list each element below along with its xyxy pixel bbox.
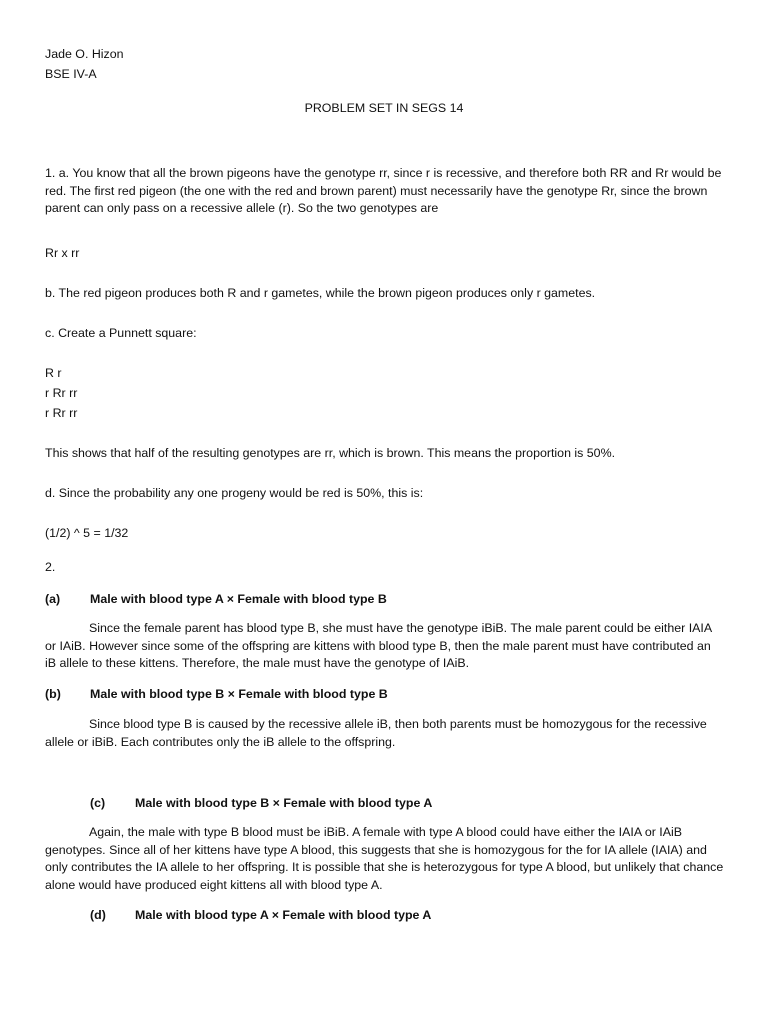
q1-part-c-result: This shows that half of the resulting genotypes are rr, which is brown. This means the proportion is 50%. xyxy=(45,446,616,460)
q2a-label: (a) xyxy=(45,592,61,606)
author-section: BSE IV-A xyxy=(45,67,97,81)
q2c-label: (c) xyxy=(90,796,106,810)
punnett-row: r Rr rr xyxy=(45,406,78,420)
q2b-text: Since blood type B is caused by the recessive allele iB, then both parents must be homozygous for the recessive allele or iBiB. Each contributes only the iB allele to the offspring. xyxy=(45,717,707,749)
q2a-text: Since the female parent has blood type B, she must have the genotype iBiB. The male parent could be either IAIA or IAiB. However since some of the offspring are kittens with blood type B, then the male parent must have contributed an iB allele to these kittens. Therefore, the male must have the genotype of IAiB. xyxy=(45,621,712,670)
q2b-heading: Male with blood type B × Female with blood type B xyxy=(90,687,388,701)
q2c-text: Again, the male with type B blood must be iBiB. A female with type A blood could have either the IAIA or IAiB genotypes. Since all of her kittens have type A blood, this suggests that she is homozygous for the for IA allele (IAIA) and only contributes the IA allele to her offspring. It is possible that she is heterozygous for type A blood, but unlikely that chance alone would have produced eight kittens all with blood type A. xyxy=(45,825,724,892)
punnett-row: R r xyxy=(45,366,62,380)
q1-part-a: 1. a. You know that all the brown pigeons have the genotype rr, since r is recessive, and therefore both RR and Rr would be red. The first red pigeon (the one with the red and brown parent) must necessarily have the genotype Rr, since the brown parent can only pass on a recessive allele (r). So the two genotypes are xyxy=(45,166,722,215)
q1-part-b: b. The red pigeon produces both R and r gametes, while the brown pigeon produces only r gametes. xyxy=(45,286,596,300)
q1-part-d-calc: (1/2) ^ 5 = 1/32 xyxy=(45,526,129,540)
q2d-label: (d) xyxy=(90,908,106,922)
q1-part-c: c. Create a Punnett square: xyxy=(45,326,197,340)
q2-number: 2. xyxy=(45,560,56,574)
author-name: Jade O. Hizon xyxy=(45,47,124,61)
q1-cross: Rr x rr xyxy=(45,246,80,260)
q2c-heading: Male with blood type B × Female with blood type A xyxy=(135,796,433,810)
q2b-label: (b) xyxy=(45,687,61,701)
q2a-heading: Male with blood type A × Female with blood type B xyxy=(90,592,387,606)
q1-part-d: d. Since the probability any one progeny would be red is 50%, this is: xyxy=(45,486,424,500)
q2d-heading: Male with blood type A × Female with blood type A xyxy=(135,908,432,922)
document-title: PROBLEM SET IN SEGS 14 xyxy=(304,101,464,115)
punnett-row: r Rr rr xyxy=(45,386,78,400)
